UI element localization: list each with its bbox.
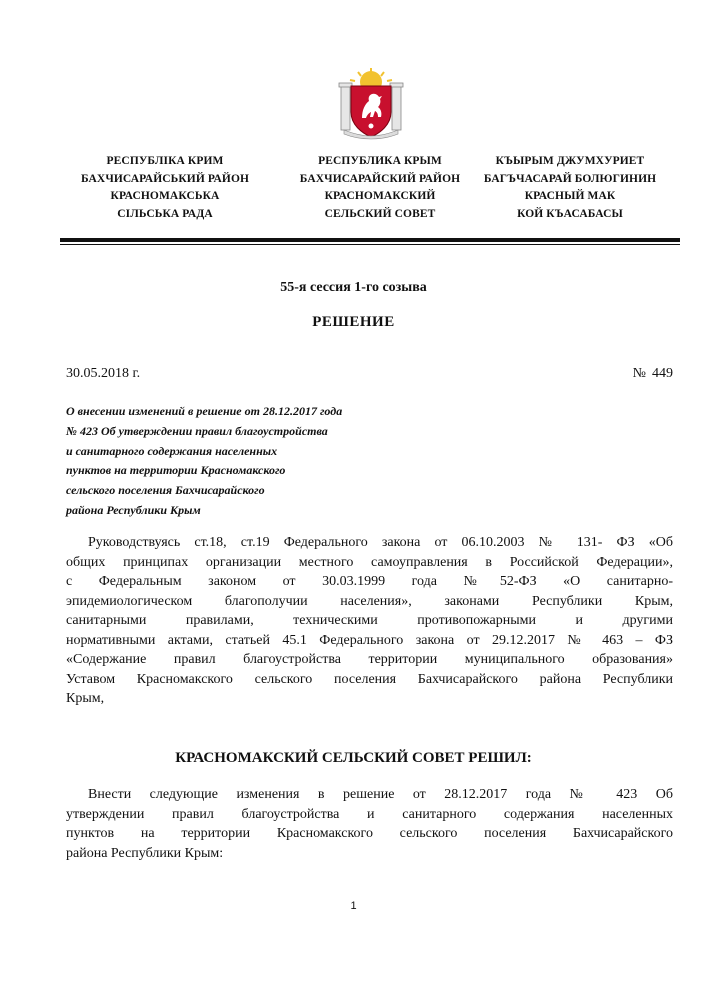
document-title: РЕШЕНИЕ (312, 314, 395, 330)
header-line: КРАСНОМАКСКИЙ (324, 190, 436, 202)
subject-line: сельского поселения Бахчисарайского (66, 483, 265, 498)
preamble-paragraph (66, 533, 673, 709)
number-value: 449 (652, 366, 673, 381)
header-line: БАГЪЧАСАРАЙ БОЛЮГИНИН (483, 172, 657, 185)
header-line: БАХЧИСАРАЙСЬКИЙ РАЙОН (80, 172, 250, 185)
subject-line: пунктов на территории Красномакского (66, 463, 286, 478)
decision-date: 30.05.2018 г. (66, 366, 141, 381)
letterhead (60, 153, 680, 223)
paragraph-line: санитарными правилами, техническими противопожарными и другими (66, 613, 673, 628)
header-line: БАХЧИСАРАЙСКИЙ РАЙОН (299, 172, 461, 185)
emblem-pearl (369, 124, 374, 129)
paragraph-line: Уставом Красномакского сельского поселения Бахчисарайского района Республики (66, 671, 673, 687)
page-number: 1 (350, 900, 357, 912)
paragraph-line: эпидемиологическом благополучии населения», законами Республики Крым, (66, 593, 673, 609)
header-line: РЕСПУБЛІКА КРИМ (106, 155, 224, 167)
paragraph-line: «Содержание правил благоустройства территории муниципального образования» (66, 652, 673, 667)
coat-of-arms-emblem (338, 68, 404, 140)
header-line: КЪЫРЫМ ДЖУМХУРИЕТ (495, 155, 645, 167)
decision-number (633, 366, 673, 382)
header-line: СІЛЬСЬКА РАДА (117, 207, 213, 220)
decision-subject (66, 402, 406, 521)
header-line: РЕСПУБЛИКА КРЫМ (318, 155, 442, 167)
decision-paragraph (66, 785, 673, 863)
subject-line: № 423 Об утверждении правил благоустройства (66, 423, 328, 438)
paragraph-line: утверждении правил благоустройства и санитарного содержания населенных (66, 806, 673, 822)
paragraph-line: района Республики Крым: (66, 845, 224, 861)
header-column-crimean-tatar (465, 153, 675, 223)
header-divider-thick (60, 238, 680, 242)
session-title: 55-я сессия 1-го созыва (280, 280, 427, 295)
header-divider-thin (60, 244, 680, 245)
header-line: КОЙ КЪАСАБАСЫ (517, 207, 623, 220)
number-sign: № (632, 366, 646, 381)
resolution-heading: КРАСНОМАКСКИЙ СЕЛЬСКИЙ СОВЕТ РЕШИЛ: (175, 750, 532, 766)
header-line: СЕЛЬСКИЙ СОВЕТ (324, 207, 436, 220)
subject-line: О внесении изменений в решение от 28.12.2017 года (66, 404, 343, 418)
paragraph-line: нормативными актами, статьей 45.1 Федерального закона от 29.12.2017 № 463 – ФЗ (66, 632, 673, 648)
subject-line: и санитарного содержания населенных (66, 443, 278, 458)
paragraph-line: Руководствуясь ст.18, ст.19 Федерального закона от 06.10.2003 № 131- ФЗ «Об (88, 535, 673, 550)
paragraph-line: пунктов на территории Красномакского сельского поселения Бахчисарайского (66, 826, 673, 841)
header-column-russian (275, 153, 485, 223)
paragraph-line: общих принципах организации местного самоуправления в Российской Федерации», (66, 554, 673, 570)
header-line: КРАСНОМАКСЬКА (110, 190, 220, 202)
header-column-ukrainian (60, 153, 270, 223)
paragraph-line: Крым, (66, 691, 105, 706)
paragraph-line: Внести следующие изменения в решение от 28.12.2017 года № 423 Об (88, 787, 673, 802)
paragraph-line: с Федеральным законом от 30.03.1999 года №52-ФЗ «О санитарно- (66, 574, 673, 589)
subject-line: района Республики Крым (66, 502, 201, 517)
header-line: КРАСНЫЙ МАК (524, 190, 616, 202)
